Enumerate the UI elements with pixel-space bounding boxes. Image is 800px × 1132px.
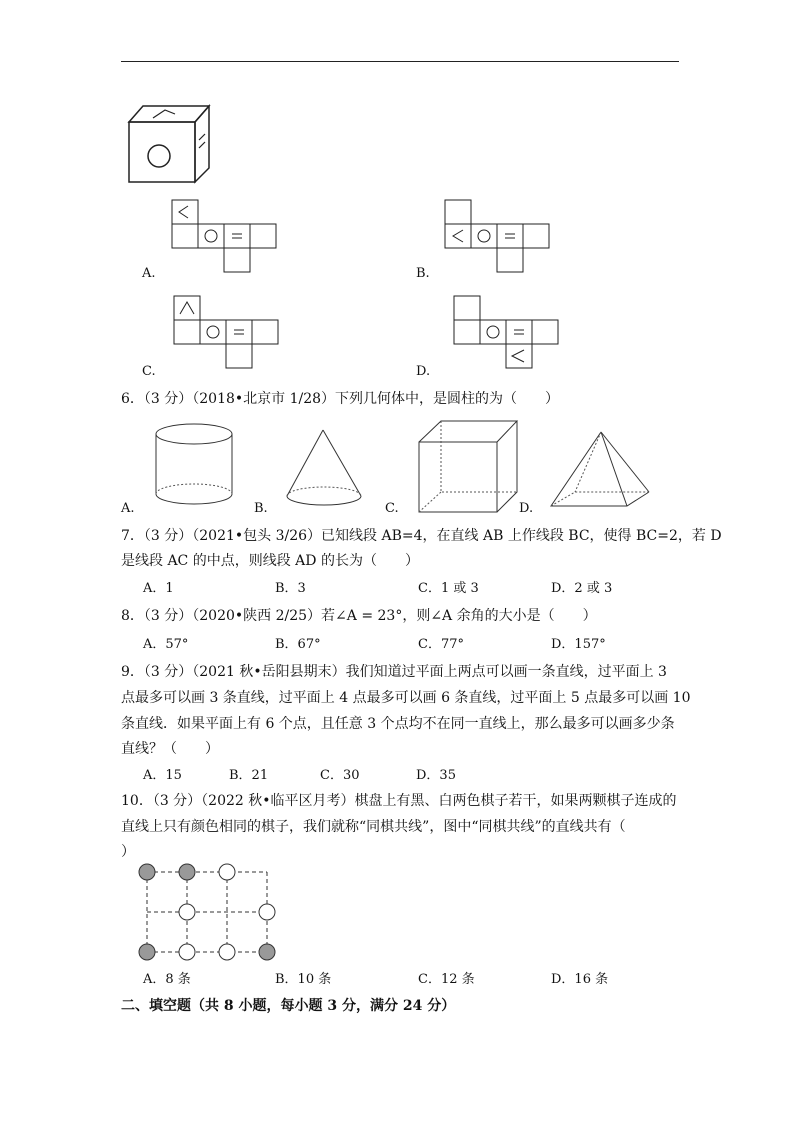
q5-option-c-label[interactable]: C.: [142, 364, 156, 379]
q9-option-c[interactable]: C．30: [320, 768, 360, 783]
q5-option-a-label[interactable]: A.: [142, 266, 156, 281]
q8-option-d[interactable]: D．157°: [551, 637, 606, 652]
chessboard-figure: [137, 864, 287, 964]
cube-figure: [125, 100, 215, 190]
q5-net-a[interactable]: [168, 198, 278, 278]
q9-stem-line4: 直线？（ ）: [121, 741, 219, 757]
q7-stem-line1: 7．（3 分）（2021•包头 3/26）已知线段 AB=4，在直线 AB 上作线段 BC，使得 BC=2，若 D: [121, 528, 722, 544]
q5-net-b[interactable]: [441, 198, 551, 278]
q9-option-a[interactable]: A．15: [143, 768, 182, 783]
q10-stem-line2: 直线上只有颜色相同的棋子，我们就称“同棋共线”，图中“同棋共线”的直线共有（: [121, 819, 626, 835]
q10-stem-line3: ）: [121, 844, 135, 860]
q6-option-a-label[interactable]: A.: [121, 501, 135, 516]
q7-stem-line2: 是线段 AC 的中点，则线段 AD 的长为（ ）: [121, 553, 419, 569]
q9-option-b[interactable]: B．21: [229, 768, 269, 783]
q9-stem-line2: 点最多可以画 3 条直线，过平面上 4 点最多可以画 6 条直线，过平面上 5 点最多可以画 10: [121, 690, 691, 706]
q7-option-a[interactable]: A．1: [143, 581, 174, 596]
black-piece: [259, 944, 275, 960]
q6-stem: 6．（3 分）（2018•北京市 1/28）下列几何体中，是圆柱的为（ ）: [121, 391, 560, 407]
q10-option-a[interactable]: A．8 条: [143, 972, 191, 987]
q8-stem: 8．（3 分）（2020•陕西 2/25）若∠A = 23°，则∠A 余角的大小是（ ）: [121, 608, 597, 624]
white-piece: [219, 864, 235, 880]
q10-option-d[interactable]: D．16 条: [551, 972, 609, 987]
q10-stem-line1: 10．（3 分）（2022 秋•临平区月考）棋盘上有黑、白两色棋子若干，如果两颗棋子连成的: [121, 793, 677, 809]
white-piece: [259, 904, 275, 920]
q5-net-c[interactable]: [170, 294, 280, 374]
q9-option-d[interactable]: D．35: [416, 768, 456, 783]
black-piece: [139, 944, 155, 960]
q7-option-d[interactable]: D．2 或 3: [551, 581, 613, 596]
q5-option-d-label[interactable]: D.: [416, 364, 431, 379]
page-top-rule: [121, 61, 679, 62]
q8-option-b[interactable]: B．67°: [275, 637, 321, 652]
q9-stem-line1: 9．（3 分）（2021 秋•岳阳县期末）我们知道过平面上两点可以画一条直线，过平面上 3: [121, 664, 667, 680]
cone-icon[interactable]: [283, 428, 373, 518]
q10-option-c[interactable]: C．12 条: [418, 972, 475, 987]
pyramid-icon[interactable]: [545, 430, 655, 520]
q7-option-c[interactable]: C．1 或 3: [418, 581, 479, 596]
q5-option-b-label[interactable]: B.: [416, 266, 430, 281]
white-piece: [219, 944, 235, 960]
black-piece: [139, 864, 155, 880]
white-piece: [179, 944, 195, 960]
cylinder-icon[interactable]: [152, 422, 242, 512]
q6-option-b-label[interactable]: B.: [254, 501, 268, 516]
q6-option-c-label[interactable]: C.: [385, 501, 399, 516]
q7-option-b[interactable]: B．3: [275, 581, 306, 596]
q10-option-b[interactable]: B．10 条: [275, 972, 332, 987]
cube-icon[interactable]: [415, 418, 525, 518]
q9-stem-line3: 条直线．如果平面上有 6 个点，且任意 3 个点均不在同一直线上，那么最多可以画多少条: [121, 716, 675, 732]
section-heading: 二、填空题（共 8 小题，每小题 3 分，满分 24 分）: [121, 998, 456, 1014]
q5-net-d[interactable]: [450, 294, 560, 374]
white-piece: [179, 904, 195, 920]
q8-option-a[interactable]: A．57°: [143, 637, 189, 652]
black-piece: [179, 864, 195, 880]
q6-option-d-label[interactable]: D.: [519, 501, 534, 516]
q8-option-c[interactable]: C．77°: [418, 637, 464, 652]
